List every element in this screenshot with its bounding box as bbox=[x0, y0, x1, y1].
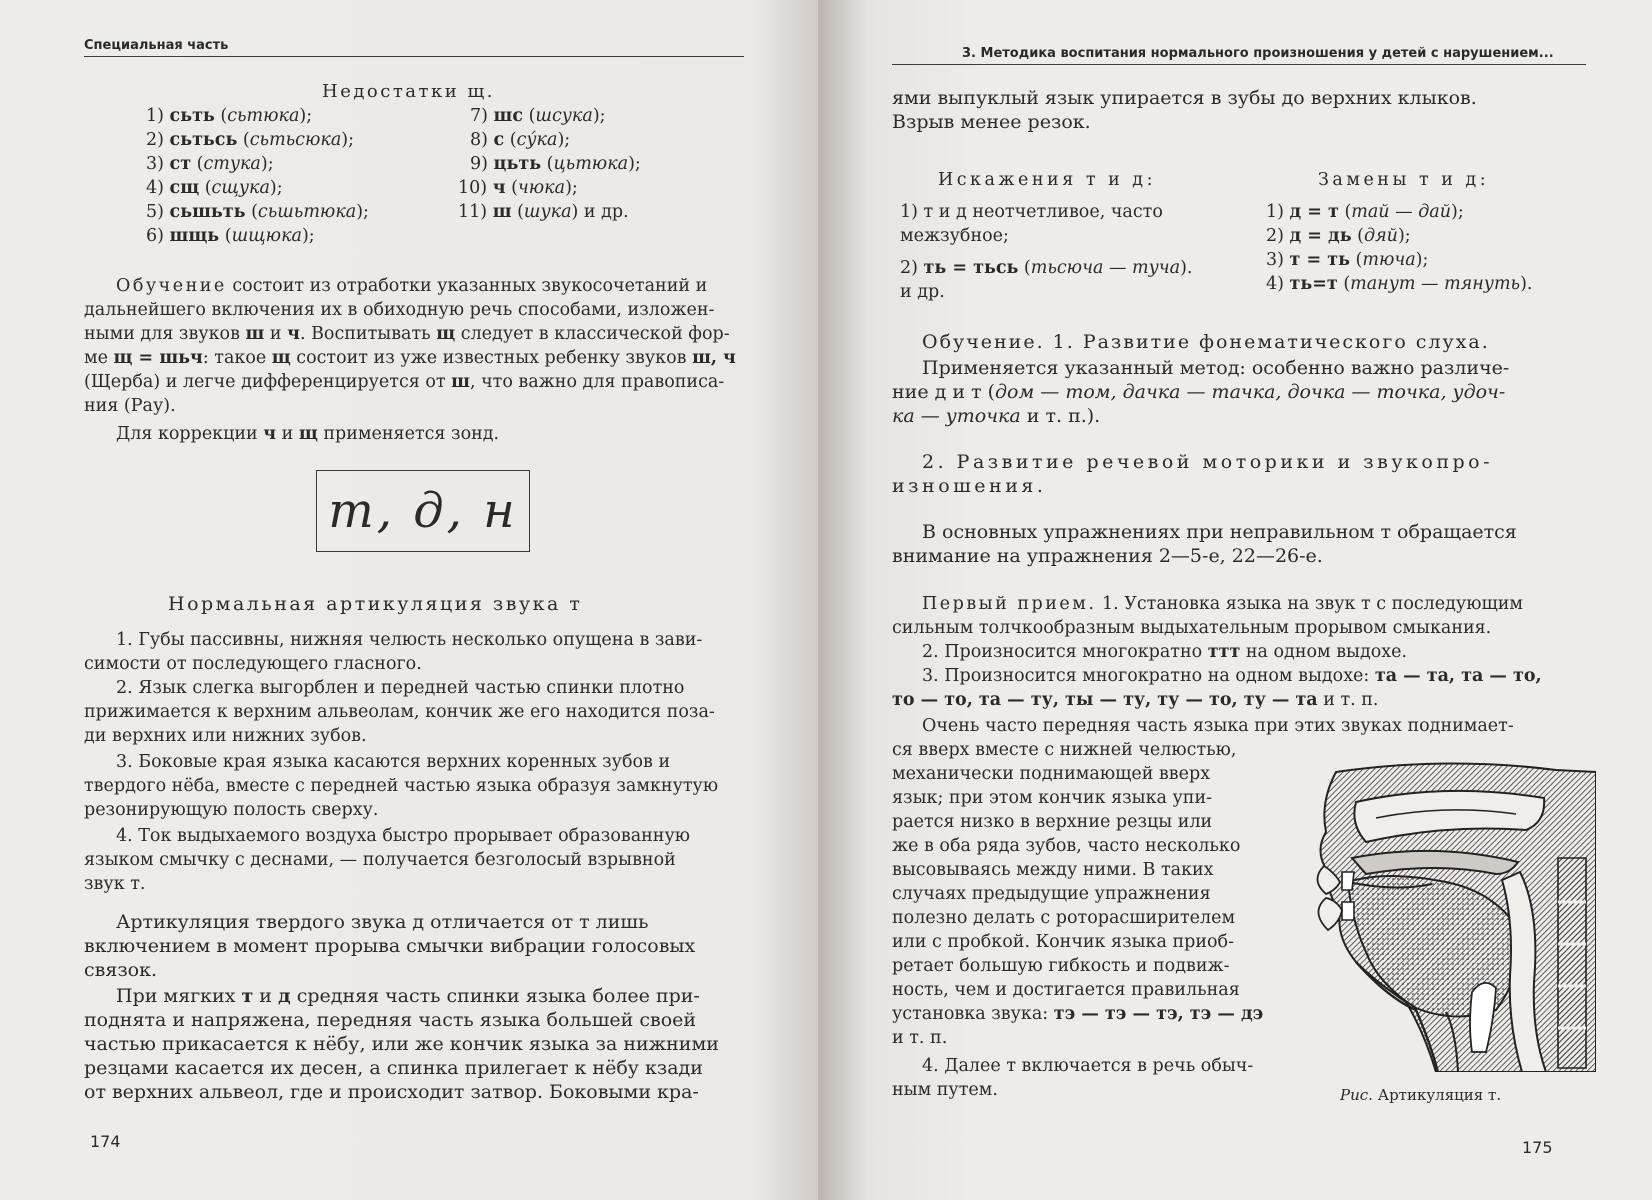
running-head: 3. Методика воспитания нормального произношения у детей с нарушением... bbox=[962, 46, 1554, 61]
text-line: твердого нёба, вместе с передней частью языка образуя замкнутую bbox=[84, 776, 719, 796]
list-item: 8) с (су́ка); bbox=[470, 130, 571, 150]
text-line: ния (Рау). bbox=[84, 396, 176, 416]
text-line: поднята и напряжена, передняя часть языка большей своей bbox=[84, 1009, 697, 1031]
text-line: симости от последующего гласного. bbox=[84, 654, 422, 674]
subsection-title: 2. Развитие речевой моторики и звукопро- bbox=[922, 451, 1494, 473]
list-item: и др. bbox=[900, 282, 945, 302]
list-item: 1) д = т (тай — дай); bbox=[1266, 202, 1464, 222]
list-item: 11) ш (шука) и др. bbox=[458, 202, 629, 222]
text-line: При мягких т и д средняя часть спинки языка более при- bbox=[116, 985, 700, 1007]
list-item: 1) т и д неотчетливое, часто bbox=[900, 202, 1163, 222]
distortions-title: Искажения т и д: bbox=[938, 170, 1156, 190]
text-line: 3. Боковые края языка касаются верхних коренных зубов и bbox=[116, 752, 671, 772]
text-line: ние д и т (дом — том, дачка — тачка, дочка — точка, удоч- bbox=[892, 381, 1506, 403]
text-line: Взрыв менее резок. bbox=[892, 111, 1091, 133]
text-line: Очень часто передняя часть языка при этих звуках поднимает- bbox=[922, 716, 1514, 736]
list-item: 2) ть = тьсь (тьсюча — туча). bbox=[900, 258, 1193, 278]
text-line: Артикуляция твердого звука д отличается от т лишь bbox=[116, 911, 649, 933]
text-line: Первый прием. 1. Установка языка на звук т с последующим bbox=[922, 594, 1523, 614]
text-line: ным путем. bbox=[892, 1080, 998, 1100]
text-line: или с пробкой. Кончик языка приоб- bbox=[892, 932, 1235, 952]
text-line: частью прикасается к нёбу, или же кончик языка за нижними bbox=[84, 1033, 719, 1055]
text-line: же в оба ряда зубов, часто несколько bbox=[892, 836, 1241, 856]
list-item: 3) ст (стука); bbox=[146, 154, 274, 174]
text-line: установка звука: тэ — тэ — тэ, тэ — дэ bbox=[892, 1004, 1264, 1024]
text-line: ди верхних или нижних зубов. bbox=[84, 726, 367, 746]
text-line: то — то, та — ту, ты — ту, ту — то, ту — та и т. п. bbox=[892, 690, 1379, 710]
text-line: язык; при этом кончик языка упи- bbox=[892, 788, 1213, 808]
list-item: 6) шщь (шщюка); bbox=[146, 226, 315, 246]
list-item: 10) ч (чюка); bbox=[458, 178, 578, 198]
section-title: Нормальная артикуляция звука т bbox=[168, 593, 583, 615]
section-title: Недостатки щ. bbox=[322, 81, 495, 102]
articulation-figure bbox=[1296, 762, 1596, 1072]
header-rule bbox=[892, 64, 1586, 65]
text-line: 3. Произносится многократно на одном выдохе: та — та, та — то, bbox=[922, 666, 1542, 686]
text-line: рается низко в верхние резцы или bbox=[892, 812, 1213, 832]
subsection-title: изношения. bbox=[892, 475, 1047, 497]
subsection-title: Обучение. 1. Развитие фонематического слуха. bbox=[922, 331, 1490, 353]
header-rule bbox=[84, 56, 744, 57]
list-item: 4) ть=т (танут — тянуть). bbox=[1266, 274, 1533, 294]
text-line: и т. п. bbox=[892, 1028, 948, 1048]
text-line: ся вверх вместе с нижней челюстью, bbox=[892, 740, 1237, 760]
page-number: 174 bbox=[90, 1132, 121, 1151]
text-line: Обучение состоит из отработки указанных звукосочетаний и bbox=[116, 276, 708, 296]
page-number: 175 bbox=[1522, 1138, 1553, 1157]
text-line: ными для звуков ш и ч. Воспитывать щ следует в классической фор- bbox=[84, 324, 730, 344]
right-page bbox=[818, 0, 1652, 1200]
text-line: резцами касается их десен, а спинка прилегает к нёбу кзади bbox=[84, 1057, 703, 1079]
text-line: Применяется указанный метод: особенно важно различе- bbox=[922, 357, 1510, 379]
text-line: ка — уточка и т. п.). bbox=[892, 405, 1101, 427]
text-line: включением в момент прорыва смычки вибрации голосовых bbox=[84, 935, 696, 957]
boxed-sounds-heading: т, д, н bbox=[316, 470, 530, 552]
text-line: высовываясь между ними. В таких bbox=[892, 860, 1214, 880]
text-line: внимание на упражнения 2—5-е, 22—26-е. bbox=[892, 545, 1323, 567]
text-line: от верхних альвеол, где и происходит затвор. Боковыми кра- bbox=[84, 1081, 699, 1103]
text-line: 4. Далее т включается в речь обыч- bbox=[922, 1056, 1254, 1076]
text-line: связок. bbox=[84, 959, 158, 981]
list-item: 4) сщ (сщука); bbox=[146, 178, 283, 198]
text-line: В основных упражнениях при неправильном т обращается bbox=[922, 521, 1517, 543]
list-item: 1) сьть (сьтюка); bbox=[146, 106, 313, 126]
text-line: ность, чем и достигается правильная bbox=[892, 980, 1240, 1000]
text-line: языком смычку с деснами, — получается безголосый взрывной bbox=[84, 850, 676, 870]
text-line: 2. Произносится многократно ттт на одном выдохе. bbox=[922, 642, 1408, 662]
text-line: ретает большую гибкость и подвиж- bbox=[892, 956, 1230, 976]
list-item: 9) цьть (цьтюка); bbox=[470, 154, 641, 174]
list-item: межзубное; bbox=[900, 226, 1009, 246]
list-item: 5) сьшьть (сьшьтюка); bbox=[146, 202, 369, 222]
list-item: 2) д = дь (дяй); bbox=[1266, 226, 1411, 246]
text-line: 1. Губы пассивны, нижняя челюсть несколько опущена в зави- bbox=[116, 630, 703, 650]
text-line: 2. Язык слегка выгорблен и передней частью спинки плотно bbox=[116, 678, 685, 698]
list-item: 2) сьтьсь (сьтьсюка); bbox=[146, 130, 355, 150]
text-line: случаях предыдущие упражнения bbox=[892, 884, 1211, 904]
substitutions-title: Замены т и д: bbox=[1318, 170, 1490, 190]
text-line: сильным толчкообразным выдыхательным прорывом смыкания. bbox=[892, 618, 1492, 638]
text-line: ями выпуклый язык упирается в зубы до верхних клыков. bbox=[892, 87, 1477, 109]
text-line: механически поднимающей вверх bbox=[892, 764, 1211, 784]
text-line: дальнейшего включения их в обиходную речь способами, изложен- bbox=[84, 300, 715, 320]
text-line: звук т. bbox=[84, 874, 146, 894]
text-line: ме щ = шьч: такое щ состоит из уже известных ребенку звуков ш, ч bbox=[84, 348, 736, 368]
left-page bbox=[0, 0, 818, 1200]
running-head: Специальная часть bbox=[84, 38, 229, 53]
text-line: резонирующую полость сверху. bbox=[84, 800, 379, 820]
text-line: прижимается к верхним альвеолам, кончик же его находится поза- bbox=[84, 702, 715, 722]
text-line: полезно делать с роторасширителем bbox=[892, 908, 1236, 928]
list-item: 7) шс (шсука); bbox=[470, 106, 606, 126]
paragraph-probe: Для коррекции ч и щ применяется зонд. bbox=[116, 424, 500, 444]
text-line: 4. Ток выдыхаемого воздуха быстро прорывает образованную bbox=[116, 826, 690, 846]
list-item: 3) т = ть (тюча); bbox=[1266, 250, 1429, 270]
text-line: (Щерба) и легче дифференцируется от ш, что важно для правописа- bbox=[84, 372, 725, 392]
figure-caption: Рис. Артикуляция т. bbox=[1340, 1086, 1502, 1104]
